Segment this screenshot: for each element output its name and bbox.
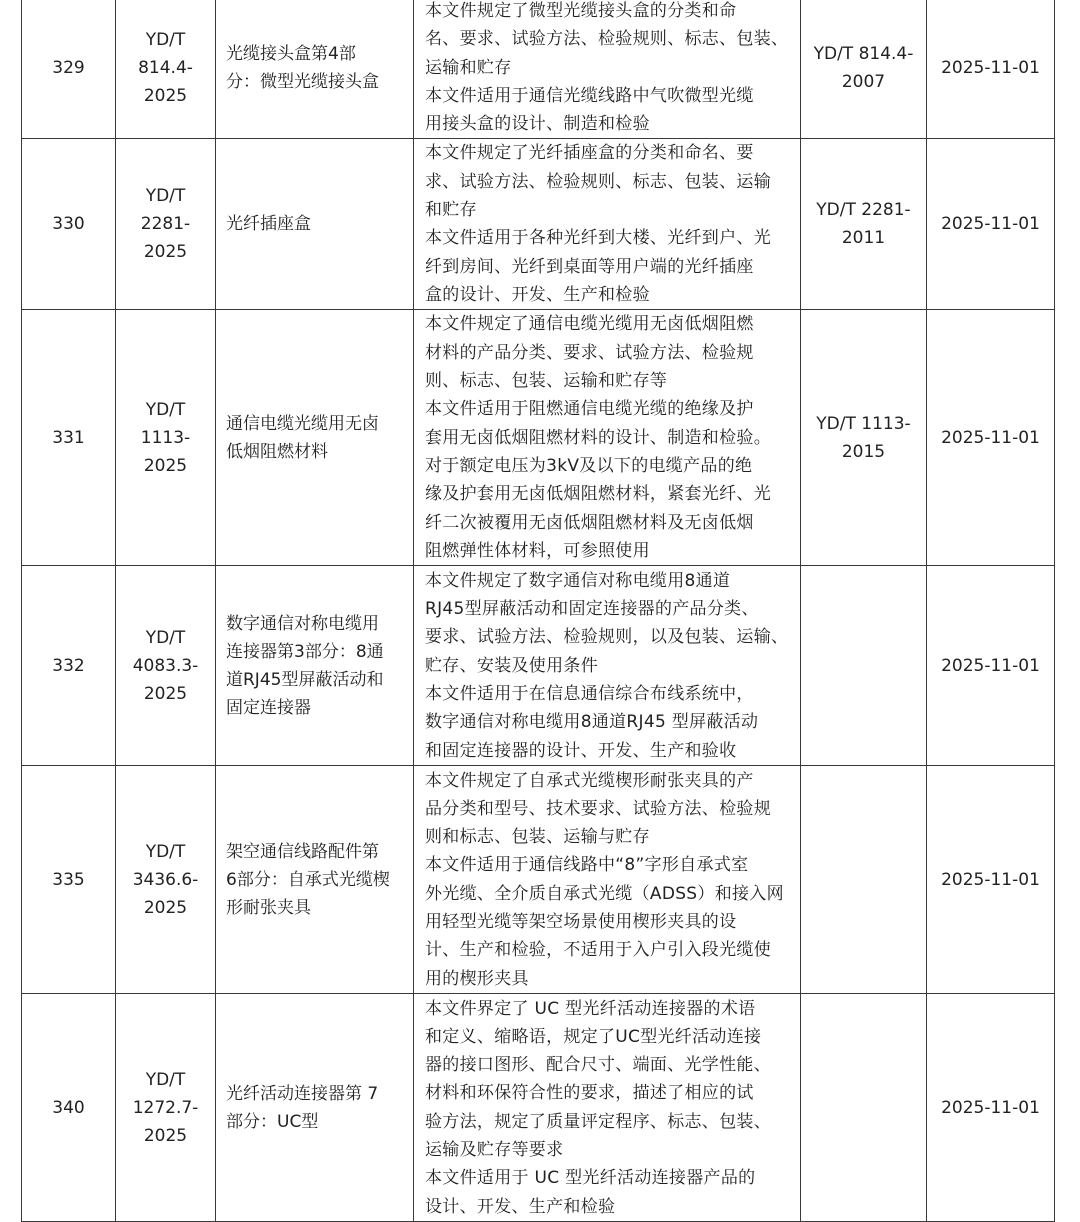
table-row [22,139,1055,310]
standard-code-line: YD/T [145,1069,186,1090]
standard-code-line: 814.4- [138,57,193,78]
replaced-standard [801,994,927,1222]
standard-code [116,566,216,766]
table-row [22,0,1055,139]
standard-description-line: 和贮存 [425,200,477,221]
standard-description [414,766,801,994]
table-row [22,766,1055,994]
standard-description-line: 名、要求、试验方法、检验规则、标志、包装、 [425,29,789,50]
replaced-standard-line: 2007 [841,71,886,92]
standard-description-line: 阻燃弹性体材料，可参照使用 [425,540,650,561]
row-number: 332 [22,566,116,766]
standard-code-line: 1272.7- [132,1097,199,1118]
standard-title-line: 6部分：自承式光缆楔 [226,869,390,890]
standard-title-line: 架空通信线路配件第 [226,841,379,862]
standard-description-line: 本文件适用于通信线路中“8”字形自承式室 [425,855,749,876]
standard-code-line: 2025 [143,683,188,704]
standard-title [216,566,414,766]
standard-description-line: 本文件规定了通信电缆光缆用无卤低烟阻燃 [425,314,754,335]
standard-description-line: 本文件适用于在信息通信综合布线系统中， [425,683,754,704]
standard-title [216,994,414,1222]
table-row [22,310,1055,566]
standard-description-line: 本文件适用于阻燃通信电缆光缆的绝缘及护 [425,399,754,420]
standard-description-line: 和固定连接器的设计、开发、生产和验收 [425,740,737,761]
standard-title-line: 分：微型光缆接头盒 [226,71,379,92]
row-number: 335 [22,766,116,994]
standard-code [116,994,216,1222]
standard-code-line: YD/T [145,841,186,862]
replaced-standard-line: 2015 [841,441,886,462]
standard-description-line: 外光缆、全介质自承式光缆（ADSS）和接入网 [425,883,784,904]
standard-description-line: 本文件界定了 UC 型光纤活动连接器的术语 [425,998,756,1019]
replaced-standard-line: YD/T 2281- [816,200,911,221]
standard-description-line: 品分类和型号、技术要求、试验方法、检验规 [425,798,771,819]
standard-description-line: 套用无卤低烟阻燃材料的设计、制造和检验。 [425,427,771,448]
standard-title-line: 连接器第3部分：8通 [226,641,384,662]
standard-code-line: 1113- [140,427,191,448]
standard-description-line: 盒的设计、开发、生产和检验 [425,284,650,305]
standard-description-line: 纤二次被覆用无卤低烟阻燃材料及无卤低烟 [425,512,754,533]
standard-description-line: 则、标志、包装、运输和贮存等 [425,371,668,392]
replaced-standard [801,766,927,994]
standard-description-line: 本文件规定了自承式光缆楔形耐张夹具的产 [425,770,754,791]
standard-description [414,994,801,1222]
replaced-standard-line: YD/T 814.4- [813,43,914,64]
standard-code-line: 4083.3- [132,655,199,676]
standard-description-line: 缘及护套用无卤低烟阻燃材料，紧套光纤、光 [425,484,771,505]
standard-description-line: 求、试验方法、检验规则、标志、包装、运输 [425,171,771,192]
standard-description-line: 计、生产和检验，不适用于入户引入段光缆使 [425,940,771,961]
standard-code [116,310,216,566]
standard-title-line: 低烟阻燃材料 [226,441,328,462]
standard-description-line: 对于额定电压为3kV及以下的电缆产品的绝 [425,455,753,476]
standard-code [116,0,216,139]
standard-code-line: 2025 [143,85,188,106]
standard-description-line: RJ45型屏蔽活动和固定连接器的产品分类、 [425,599,759,620]
implementation-date: 2025-11-01 [927,310,1055,566]
standard-description-line: 器的接口图形、配合尺寸、端面、光学性能、 [425,1055,771,1076]
standard-code-line: YD/T [145,627,186,648]
standard-code-line: 2025 [143,1125,188,1146]
standard-description-line: 本文件适用于各种光纤到大楼、光纤到户、光 [425,228,771,249]
standard-title-line: 光纤插座盒 [226,214,311,235]
table-row [22,994,1055,1222]
standard-description-line: 本文件规定了微型光缆接头盒的分类和命 [425,1,737,21]
replaced-standard-line: 2011 [841,228,886,249]
table-row [22,566,1055,766]
replaced-standard [801,310,927,566]
standard-title [216,139,414,310]
standard-description [414,566,801,766]
standard-code [116,766,216,994]
standard-title-line: 数字通信对称电缆用 [226,613,379,634]
row-number: 340 [22,994,116,1222]
standard-title-line: 光纤活动连接器第 7 [226,1083,379,1104]
replaced-standard-line: YD/T 1113- [816,413,911,434]
standard-description-line: 数字通信对称电缆用8通道RJ45 型屏蔽活动 [425,712,759,733]
standard-description-line: 贮存、安装及使用条件 [425,655,598,676]
standard-description-line: 运输和贮存 [425,57,512,78]
standard-description-line: 用接头盒的设计、制造和检验 [425,114,650,135]
standard-title [216,310,414,566]
standard-description-line: 用的楔形夹具 [425,968,529,989]
implementation-date: 2025-11-01 [927,0,1055,139]
standard-code-line: 2025 [143,242,188,263]
standard-code-line: 3436.6- [132,869,199,890]
standard-title [216,766,414,994]
standard-title-line: 光缆接头盒第4部 [226,43,356,64]
row-number: 331 [22,310,116,566]
standard-code [116,139,216,310]
replaced-standard [801,566,927,766]
standard-description-line: 运输及贮存等要求 [425,1140,564,1161]
standard-code-line: 2025 [143,455,188,476]
standard-description-line: 本文件规定了光纤插座盒的分类和命名、要 [425,143,754,164]
standard-description-line: 本文件适用于通信光缆线路中气吹微型光缆 [425,85,754,106]
implementation-date: 2025-11-01 [927,766,1055,994]
standard-description-line: 验方法，规定了质量评定程序、标志、包装、 [425,1111,771,1132]
row-number: 330 [22,139,116,310]
standard-description [414,0,801,139]
row-number: 329 [22,0,116,139]
standards-table [21,0,1055,1222]
standard-code-line: YD/T [145,399,186,420]
standard-description [414,139,801,310]
standard-title-line: 形耐张夹具 [226,897,311,918]
standard-code-line: 2025 [143,897,188,918]
standard-title-line: 道RJ45型屏蔽活动和 [226,669,384,690]
standard-description-line: 材料的产品分类、要求、试验方法、检验规 [425,342,754,363]
standard-code-line: YD/T [145,29,186,50]
standard-description-line: 要求、试验方法、检验规则，以及包装、运输、 [425,627,789,648]
implementation-date: 2025-11-01 [927,139,1055,310]
replaced-standard [801,139,927,310]
standard-description-line: 则和标志、包装、运输与贮存 [425,827,650,848]
standard-title [216,0,414,139]
standard-title-line: 通信电缆光缆用无卤 [226,413,379,434]
standard-title-line: 部分：UC型 [226,1111,319,1132]
standard-description-line: 纤到房间、光纤到桌面等用户端的光纤插座 [425,256,754,277]
replaced-standard [801,0,927,139]
implementation-date: 2025-11-01 [927,994,1055,1222]
standard-description-line: 设计、开发、生产和检验 [425,1196,616,1217]
standard-description [414,310,801,566]
standard-code-line: 2281- [140,214,191,235]
standards-table-body [22,0,1055,1222]
implementation-date: 2025-11-01 [927,566,1055,766]
standard-description-line: 和定义、缩略语，规定了UC型光纤活动连接 [425,1026,762,1047]
standard-code-line: YD/T [145,186,186,207]
standard-title-line: 固定连接器 [226,697,311,718]
standard-description-line: 本文件规定了数字通信对称电缆用8通道 [425,570,731,591]
standard-description-line: 本文件适用于 UC 型光纤活动连接器产品的 [425,1168,756,1189]
standard-description-line: 材料和环保符合性的要求，描述了相应的试 [425,1083,754,1104]
standard-description-line: 用轻型光缆等架空场景使用楔形夹具的设 [425,912,737,933]
